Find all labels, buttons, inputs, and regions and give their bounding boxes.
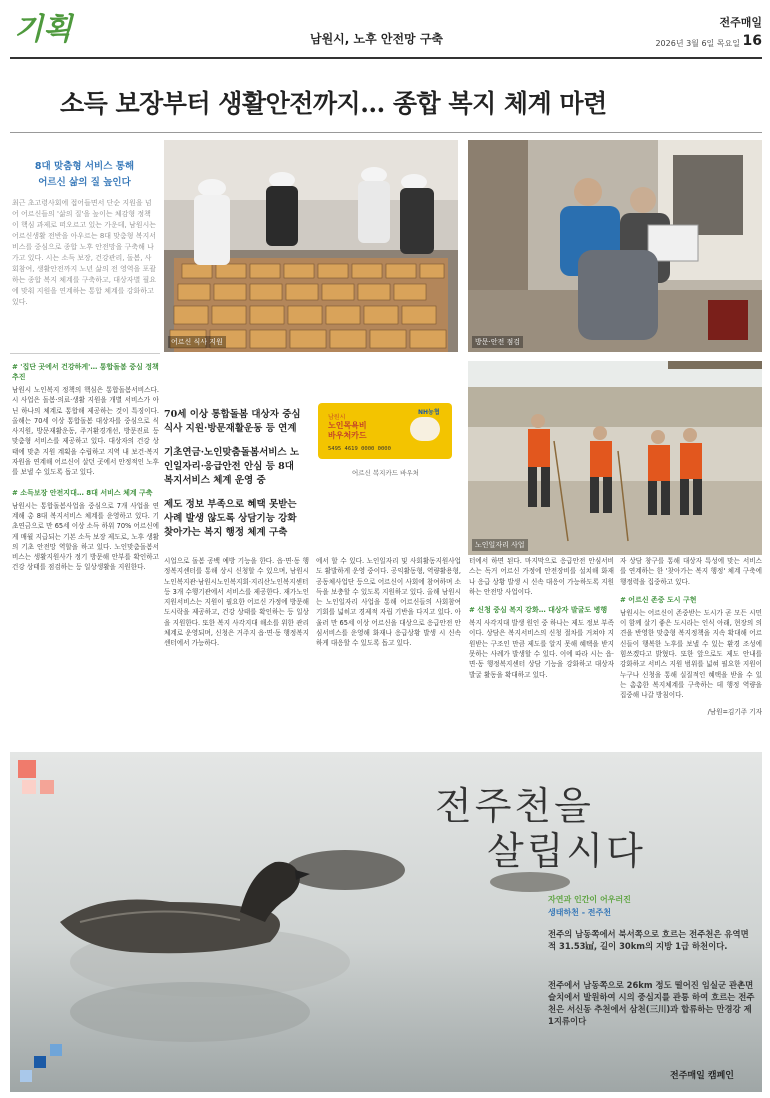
subhead-1: # '집단 곳에서 건강하게'… 통합돌봄 중심 정책 추진 [12, 363, 159, 381]
page-number: 16 [742, 33, 762, 49]
issue-date: 2026년 3월 6일 목요일 [655, 39, 740, 48]
lead-divider [10, 353, 160, 354]
lead-text: 최근 초고령사회에 접어들면서 단순 지원을 넘어 어르신들의 '삶의 질'을 높이는 체감형 정책이 핵심 과제로 떠오르고 있는 가운데, 남원시는 어르신생활 전반을 아우르는 8대 맞춤형 복지서비스를 중심으로 종합 노후 안전망을 구축해 나가고 있다. 시는 소득 보장, 건강관리, 돌봄, 사회참여, 생활안전까지 노년 삶의 전 영역을 포괄하는 종합 복지 체계를 구축하고, 대상자별 필요에 맞춰 지원을 연계하는 통합 체계를 강화하고 있다. [12, 199, 157, 306]
article-column-3 [164, 556, 309, 649]
card-caption: 어르신 복지카드 바우처 [352, 469, 419, 477]
campaign-paragraph-2: 전주에서 남동쪽으로 26km 정도 떨어진 임실군 관촌면 슬치에서 발원하여 시의 중심지를 관통 하여 흐르는 전주천은 서신동 추천에서 삼천(三川)과 합류하는 만경강 제1지류이다 [548, 980, 755, 1026]
subhead-2: # 소득보장 안전지대… 8대 서비스 체계 구축 [12, 488, 153, 497]
campaign-sign: 전주매일 캠페인 [670, 1071, 734, 1081]
voucher-card [318, 403, 452, 459]
lead-block [12, 158, 157, 308]
worker-photo-caption: 노인일자리 사업 [472, 539, 528, 551]
card-name-1: 노인목욕비 [328, 421, 367, 430]
visit-photo-caption: 방문·안전 점검 [472, 336, 523, 348]
headline: 소득 보장부터 생활안전까지… 종합 복지 체계 마련 [60, 89, 607, 118]
summary-2: 기초연금·노인맞춤돌봄서비스 노인일자리·응급안전 안심 등 8대 복지서비스 체계 운영 중 [164, 447, 300, 486]
visit-photo [468, 140, 762, 352]
kitchen-photo [164, 140, 458, 352]
header-divider [10, 57, 762, 59]
article-column-6 [620, 556, 762, 717]
paper-name: 전주매일 [719, 16, 762, 29]
campaign-slogan-blue: 생태하천 - 전주천 [548, 908, 611, 917]
campaign-slogan-green: 자연과 인간이 어우러진 [548, 895, 631, 904]
column-5-paragraph-2: 복지 사각지대 발생 원인 중 하나는 제도 정보 부족이다. 상담은 복지서비스의 신청 절차를 거쳐야 지원받는 구조인 만큼 제도를 알지 못해 혜택을 받지 못하는 사례가 발생할 수 있다. 이에 따라 시는 읍·면·동 행정복지센터 상담 기능을 강화하고 대상자 발굴 활동을 확대하고 있다. [469, 619, 614, 679]
summary-1: 70세 이상 통합돌봄 대상자 중심 식사 지원·방문재활운동 등 연계 [164, 409, 301, 434]
campaign-title-2: 살립시다 [487, 829, 646, 873]
column-5-paragraph-1: 터에서 하면 된다. 마지막으로 응급안전 안심서비스는 독거 어르신 가정에 안전장비를 설치해 화재나 응급 상황 발생 시 신속 대응이 가능하도록 지원하는 안전망 사업이다. [469, 557, 614, 596]
summary-box [164, 408, 304, 540]
lead-title-2: 어르신 삶의 질 높인다 [38, 177, 131, 188]
card-city: 남원시 [328, 414, 346, 421]
lead-title-1: 8대 맞춤형 서비스 통해 [34, 161, 135, 172]
column-3-paragraph: 시업으로 돌봄 공백 예방 기능을 한다. 읍·면·동 행정복지센터를 통해 상시 신청할 수 있으며, 남원시노인복지관·남원시노인복지회·지리산노인복지센터 등 3개 수행기관에서 서비스를 제공한다. 재가노인지원서비스는 지원이 필요한 어르신 가정에 방문해 도시락을 제공하고, 건강 상태를 확인하는 등 일상을 지원한다. 또한 복지 사각지대 해소를 위한 관리 체계로 운영되며, 신청은 거주지 읍·면·동 행정복지센터에서 가능하다. [164, 557, 309, 648]
card-mascot [410, 417, 440, 441]
card-brand: NH농협 [418, 409, 440, 416]
subhead-3: # 신청 중심 복지 강화… 대상자 발굴도 병행 [469, 606, 608, 615]
section-title: 남원시, 노후 안전망 구축 [310, 32, 444, 46]
kitchen-photo-caption: 어르신 식사 지원 [168, 336, 226, 348]
summary-3: 제도 정보 부족으로 혜택 못받는 사례 발생 않도록 상담기능 강화 찾아가는 복지 행정 체계 구축 [164, 499, 297, 538]
column-4-paragraph: 에서 할 수 있다. 노인일자리 및 사회활동지원사업도 활발하게 운영 중이다. 공익활동형, 역량활용형, 공동체사업단 등으로 어르신이 사회에 참여하며 소득을 보충할 수 있도록 지원하고 있다. 올해 남원시는 노인일자리 사업을 통해 어르신들의 사회참여 기회를 넓히고 경제적 자립 기반을 다지고 있다. 아울러 만 65세 이상 어르신을 대상으로 응급안전 안심서비스를 운영해 화재나 응급상황 발생 시 신속하게 대응할 수 있도록 돕고 있다. [316, 557, 461, 648]
worker-photo [468, 361, 762, 555]
campaign-paragraph-1: 전주의 남동쪽에서 북서쪽으로 흐르는 전주천은 유역면적 31.53㎢, 길이 30km의 지방 1급 하천이다. [548, 929, 749, 951]
headline-divider [10, 132, 762, 133]
column-6-paragraph-1: 자 상담 창구를 통해 대상자 특성에 맞는 서비스를 연계하는 한 '찾아가는 복지 행정' 체계 구축에 행정력을 집중하고 있다. [620, 557, 762, 586]
byline: /남원=김기주 기자 [707, 707, 762, 716]
column-1-paragraph-2: 남원시는 통합돌봄사업을 중심으로 7개 사업을 연계해 총 8대 복지서비스 체계를 운영하고 있다. 기초연금으로 만 65세 이상 소득 하위 70% 어르신에게 매월 지급되는 기본 소득 보장 제도로, 노후 생활의 기초 안전망 역할을 하고 있다. 노인맞춤돌봄서비스는 생활지원사가 정기 방문해 안부를 확인하고 건강 상태를 점검하는 등 일상생활을 지원한다. [12, 501, 159, 572]
card-name-2: 바우처카드 [328, 431, 367, 440]
article-column-4 [316, 556, 461, 649]
article-column-1 [12, 362, 159, 573]
card-number: 5495 4619 0000 0000 [328, 446, 391, 452]
subhead-4: # 어르신 존중 도시 구현 [620, 595, 697, 604]
column-6-paragraph-2: 남원시는 어르신이 존중받는 도시가 곧 모든 시민이 함께 살기 좋은 도시라는 인식 아래, 현장의 의견을 반영한 맞춤형 복지정책을 지속 확대해 어르신들이 행복한 노후를 보낼 수 있는 환경 조성에 힘쓰겠다고 밝혔다. 또한 앞으로도 제도 안내를 강화하고 서비스 지원 범위를 넓혀 필요한 지원이 누구나 신청을 통해 실질적인 혜택을 받을 수 있는 촘촘한 복지체계를 구축하는 데 행정 역량을 집중해 나갈 방침이다. [620, 608, 762, 700]
article-column-5 [469, 556, 614, 680]
campaign-title-1: 전주천을 [435, 784, 594, 828]
column-1-paragraph-1: 남원시 노인복지 정책의 핵심은 통합돌봄서비스다. 시 사업은 돌봄·의료·생활 지원을 개별 서비스가 아닌 하나의 체계로 통합해 제공하는 것이 특징이다. 올해는 70세 이상 통합돌봄 대상자를 중심으로 식사지원, 방문재활운동, 주거환경개선, 방문진료 등 맞춤형 서비스를 제공하고 있다. 대상자의 건강 상태에 맞춘 지원 계획을 수립하고 지역 내 보건·복지 자원을 연계해 어르신이 살던 곳에서 안정적인 노후를 보낼 수 있도록 돕고 있다. [12, 386, 159, 477]
section-kicker: 기획 [14, 12, 72, 47]
campaign-ad [10, 752, 762, 1092]
